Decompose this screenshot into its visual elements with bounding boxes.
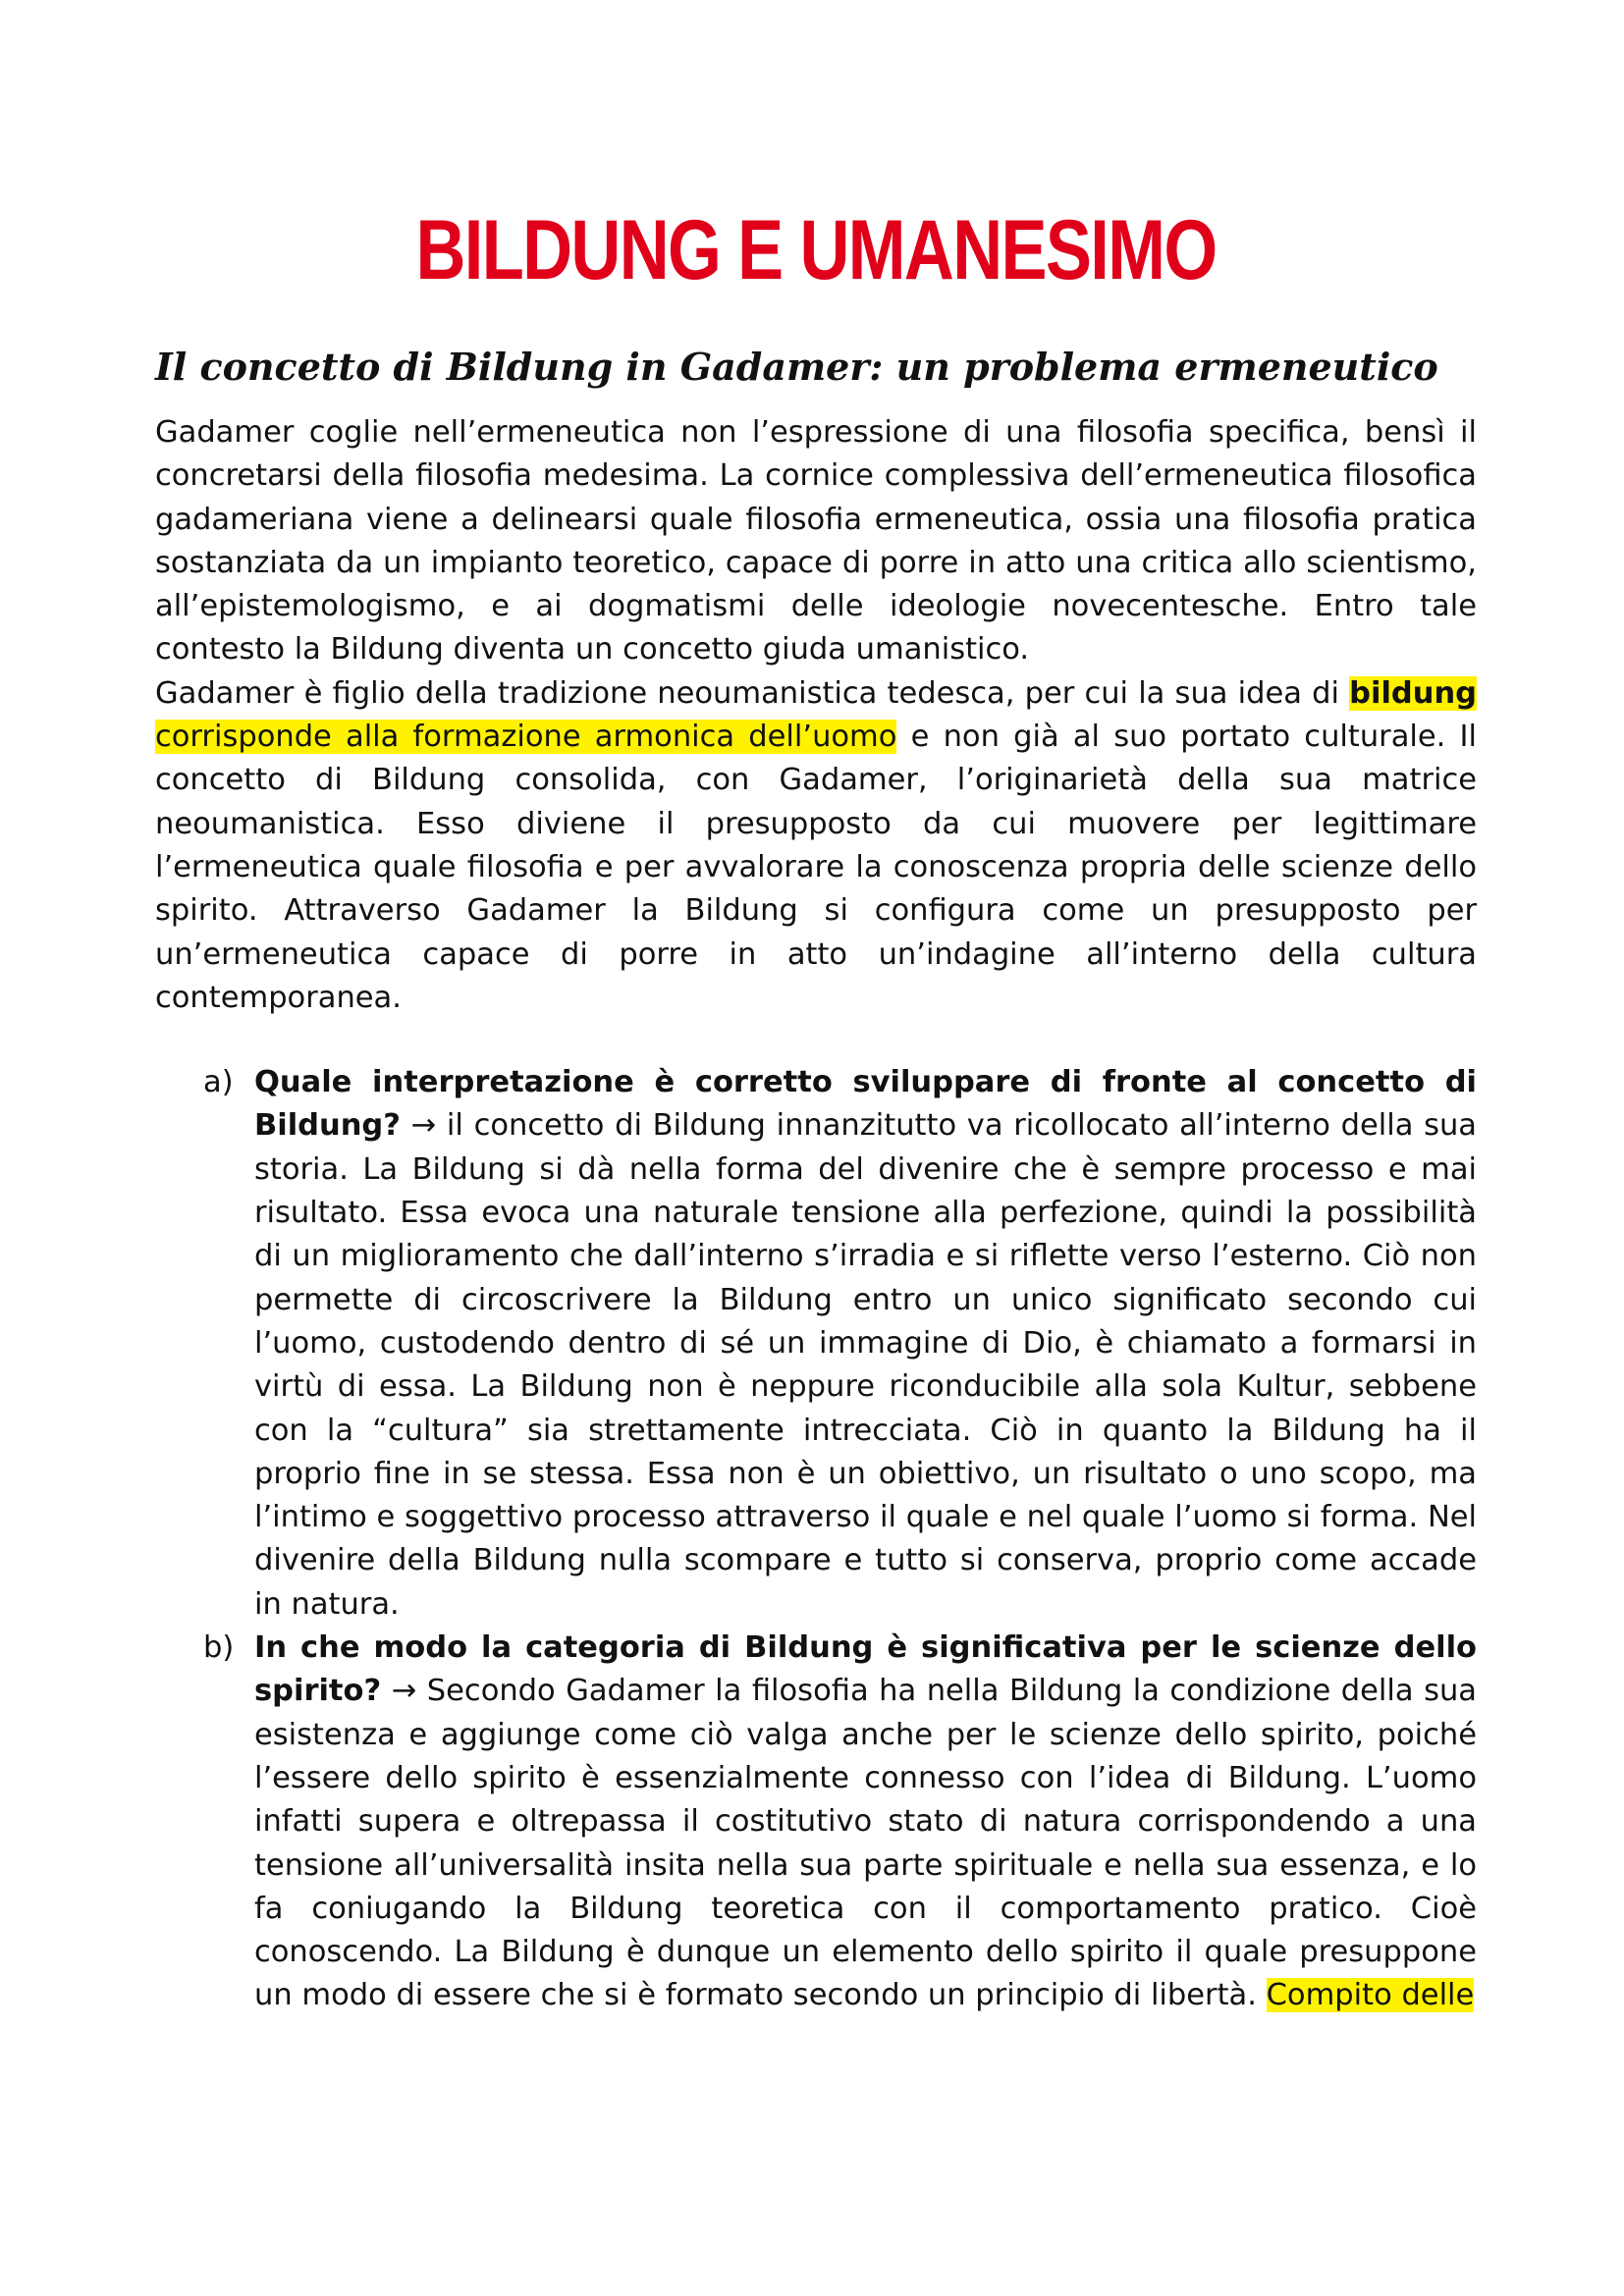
paragraph-tradition-rest: e non già al suo portato culturale. Il concetto di Bildung consolida, con Gadamer, l’originarietà della sua matrice neoumanistica. Esso diviene il presupposto da cui muovere per legittimare l’ermeneutica quale filosofia e per avvalorare la conoscenza propria delle scienze dello spirito. Attraverso Gadamer la Bildung si configura come un presupposto per un’ermeneutica capace di porre in atto un’indagine all’interno della cultura contemporanea. xyxy=(155,720,1477,1015)
paragraph-tradition xyxy=(155,672,1477,1020)
question-text: Quale interpretazione è corretto sviluppare di fronte al concetto di Bildung? xyxy=(254,1065,1477,1144)
document-title: BILDUNG E UMANESIMO xyxy=(415,203,1217,297)
arrow-right-icon: → xyxy=(410,1108,437,1144)
paragraph-intro: Gadamer coglie nell’ermeneutica non l’espressione di una filosofia specifica, bensì il concretarsi della filosofia medesima. La cornice complessiva dell’ermeneutica filosofica gadameriana viene a delinearsi quale filosofia ermeneutica, ossia una filosofia pratica sostanziata da un impianto teoretico, capace di porre in atto una critica allo scientismo, all’epistemologismo, e ai dogmatismi delle ideologie novecentesche. Entro tale contesto la Bildung diventa un concetto giuda umanistico. xyxy=(155,415,1477,667)
question-text: In che modo la categoria di Bildung è significativa per le scienze dello spirito? xyxy=(254,1630,1477,1709)
bildung-bold-term: bildung xyxy=(1349,675,1477,711)
list-marker: b) xyxy=(203,1630,235,1666)
question-list xyxy=(155,1061,1477,2018)
answer-text: Secondo Gadamer la filosofia ha nella Bildung la condizione della sua esistenza e aggiunge come ciò valga anche per le scienze dello spirito, poiché l’essere dello spirito è essenzialmente connesso con l’idea di Bildung. L’uomo infatti supera e oltrepassa il costitutivo stato di natura corrispondendo a una tensione all’universalità insita nella sua parte spirituale e nella sua essenza, e lo fa coniugando la Bildung teoretica con il comportamento pratico. Cioè conoscendo. La Bildung è dunque un elemento dello spirito il quale presuppone un modo di essere che si è formato secondo un principio di libertà. xyxy=(254,1674,1477,2013)
highlighted-phrase: Compito delle xyxy=(1266,1978,1475,2013)
arrow-right-icon: → xyxy=(391,1674,417,1709)
list-item-question-a xyxy=(155,1061,1477,1627)
list-item-question-b xyxy=(155,1627,1477,2018)
highlighted-phrase: corrisponde alla formazione armonica dell’uomo xyxy=(155,720,897,755)
paragraph-tradition-lead: Gadamer è figlio della tradizione neoumanistica tedesca, per cui la sua idea di xyxy=(155,675,1350,711)
section-subtitle: Il concetto di Bildung in Gadamer: un problema ermeneutico xyxy=(155,345,1438,389)
list-marker: a) xyxy=(203,1065,234,1100)
document-page xyxy=(155,201,1477,2018)
answer-text: il concetto di Bildung innanzitutto va ricollocato all’interno della sua storia. La Bildung si dà nella forma del divenire che è sempre processo e mai risultato. Essa evoca una naturale tensione alla perfezione, quindi la possibilità di un miglioramento che dall’interno s’irradia e si riflette verso l’esterno. Ciò non permette di circoscrivere la Bildung entro un unico significato secondo cui l’uomo, custodendo dentro di sé un immagine di Dio, è chiamato a formarsi in virtù di essa. La Bildung non è neppure riconducibile alla sola Kultur, sebbene con la “cultura” sia strettamente intrecciata. Ciò in quanto la Bildung ha il proprio fine in se stessa. Essa non è un obiettivo, un risultato o uno scopo, ma l’intimo e soggettivo processo attraverso il quale e nel quale l’uomo si forma. Nel divenire della Bildung nulla scompare e tutto si conserva, proprio come accade in natura. xyxy=(254,1108,1477,1622)
